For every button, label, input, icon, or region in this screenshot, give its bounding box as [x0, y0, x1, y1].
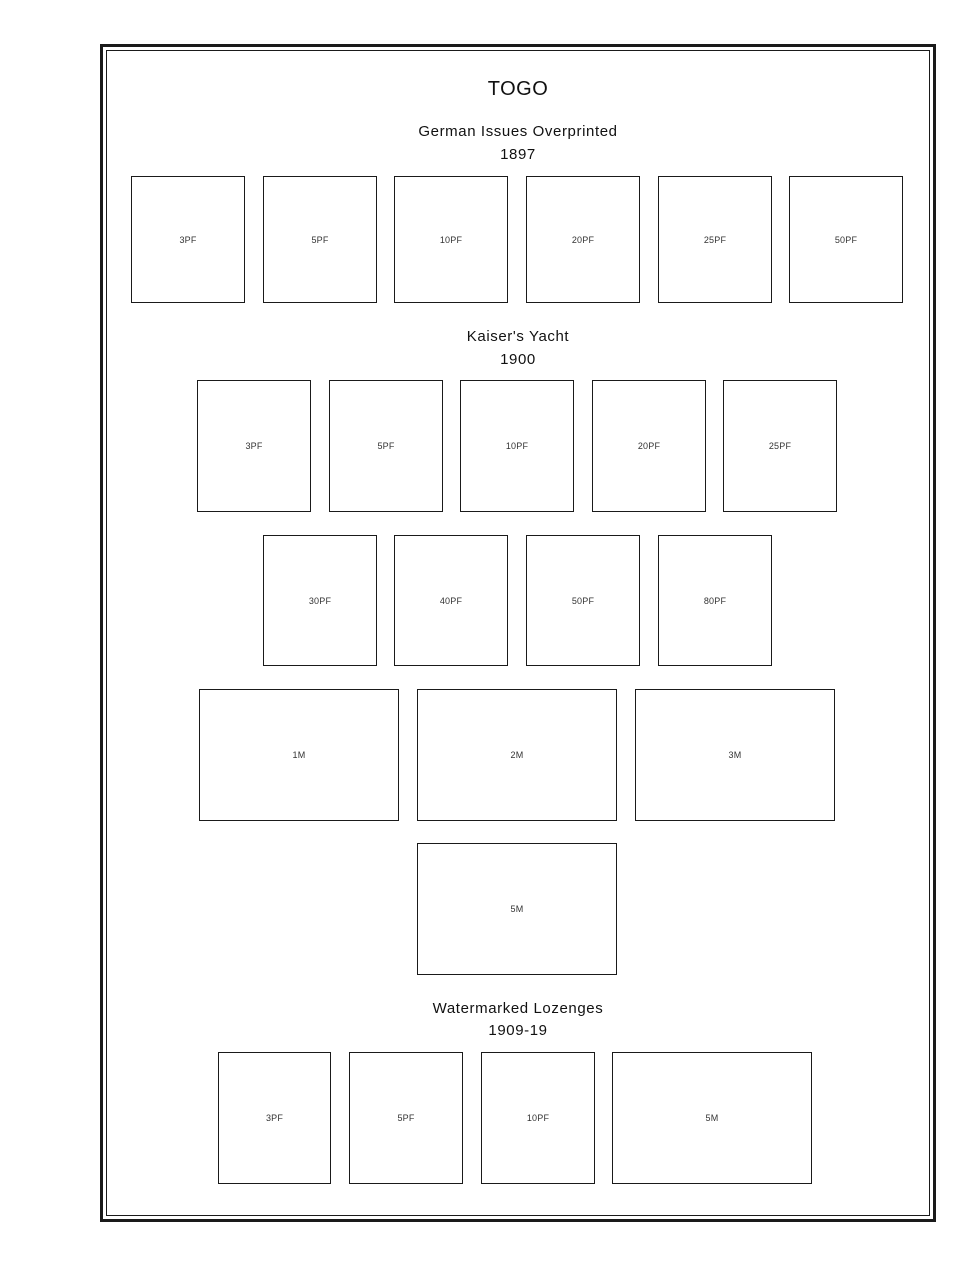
stamp-denomination: 1M	[292, 750, 306, 760]
stamp-slot	[218, 1052, 331, 1184]
stamp-slot	[197, 380, 311, 512]
stamp-slot	[131, 176, 245, 303]
stamp-denomination: 80PF	[703, 595, 727, 606]
stamp-slot	[394, 535, 508, 666]
section-years-kaisers-yacht: 1900	[500, 351, 536, 368]
stamp-slot	[789, 176, 903, 303]
stamp-denomination: 5M	[705, 1113, 719, 1123]
stamp-denomination: 5PF	[377, 441, 395, 451]
stamp-denomination: 3PF	[245, 441, 263, 451]
stamp-denomination: 2M	[510, 750, 524, 760]
stamp-slot-large	[417, 689, 617, 821]
section-title-german-issues: German Issues Overprinted	[418, 123, 618, 140]
stamp-denomination: 3PF	[265, 1113, 284, 1123]
stamp-denomination: 20PF	[637, 441, 661, 451]
stamp-denomination: 3PF	[179, 234, 197, 245]
stamp-slot-large	[635, 689, 835, 821]
stamp-denomination: 5M	[510, 904, 524, 914]
stamp-denomination: 3M	[728, 750, 742, 760]
stamp-denomination: 25PF	[703, 234, 727, 245]
stamp-denomination: 50PF	[834, 234, 858, 245]
stamp-slot	[460, 380, 574, 512]
section-years-german-issues: 1897	[500, 146, 536, 163]
stamp-denomination: 5PF	[311, 234, 329, 245]
stamp-slot-large	[612, 1052, 812, 1184]
stamp-denomination: 25PF	[768, 441, 792, 451]
stamp-slot	[263, 176, 377, 303]
stamp-slot	[658, 176, 772, 303]
section-years-watermarked-lozenges: 1909-19	[488, 1022, 548, 1039]
stamp-denomination: 30PF	[308, 595, 332, 606]
stamp-slot	[349, 1052, 463, 1184]
stamp-slot	[394, 176, 508, 303]
stamp-denomination: 20PF	[571, 234, 595, 245]
stamp-denomination: 40PF	[439, 595, 463, 606]
stamp-denomination: 5PF	[397, 1113, 415, 1123]
section-title-kaisers-yacht: Kaiser's Yacht	[466, 328, 570, 345]
stamp-denomination: 10PF	[439, 234, 463, 245]
section-title-watermarked-lozenges: Watermarked Lozenges	[432, 1000, 604, 1017]
stamp-slot	[526, 176, 640, 303]
stamp-slot	[592, 380, 706, 512]
stamp-slot-large	[199, 689, 399, 821]
stamp-slot	[329, 380, 443, 512]
stamp-slot	[658, 535, 772, 666]
stamp-denomination: 10PF	[526, 1113, 550, 1123]
stamp-slot	[723, 380, 837, 512]
stamp-slot	[526, 535, 640, 666]
stamp-denomination: 50PF	[571, 595, 595, 606]
stamp-slot-large	[417, 843, 617, 975]
stamp-slot	[481, 1052, 595, 1184]
stamp-denomination: 10PF	[505, 441, 529, 451]
page-title: TOGO	[487, 78, 549, 100]
stamp-slot	[263, 535, 377, 666]
